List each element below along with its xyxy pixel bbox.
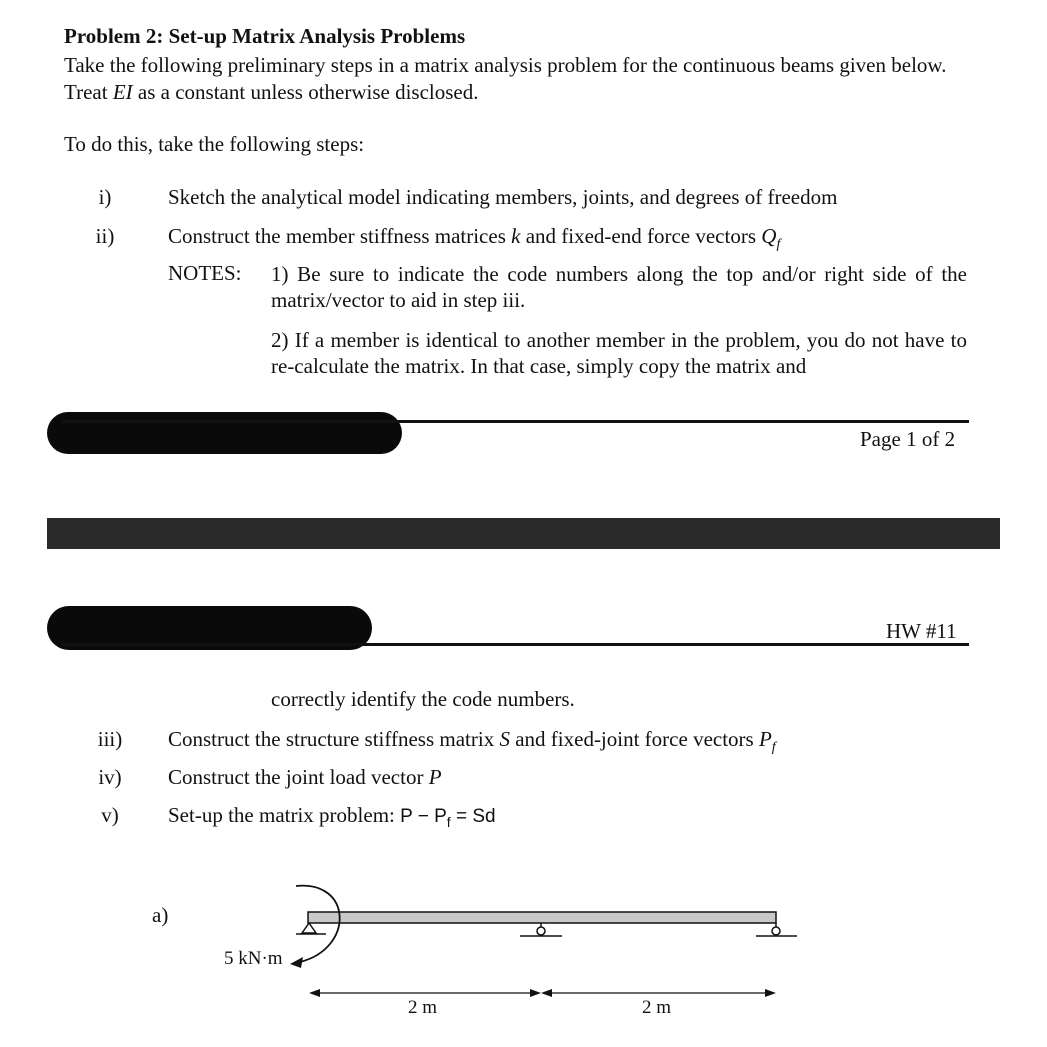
intro-ei: EI xyxy=(112,80,133,104)
step-4-text-a: Construct the joint load vector xyxy=(168,765,429,789)
note-2: 2) If a member is identical to another member in the problem, you do not have to re-calculate the matrix. In that case, simply copy the matrix and xyxy=(271,328,967,378)
step-3-text-b: and fixed-joint force vectors xyxy=(509,727,759,751)
step-3-text-a: Construct the structure stiffness matrix xyxy=(168,727,500,751)
moment-label: 5 kN·m xyxy=(224,948,283,969)
beam xyxy=(308,912,776,923)
roller-support-middle xyxy=(537,927,545,935)
notes-label: NOTES: xyxy=(168,261,242,285)
span-2-arrow-left xyxy=(541,989,552,997)
step-2-q-sub: f xyxy=(776,237,781,252)
step-2-number: ii) xyxy=(95,224,115,248)
moment-arrowhead xyxy=(290,957,303,968)
step-1-number: i) xyxy=(98,185,112,209)
span-2-label: 2 m xyxy=(642,997,672,1018)
roller-support-right xyxy=(772,927,780,935)
note-2-continued: correctly identify the code numbers. xyxy=(271,687,575,711)
step-2-text-a: Construct the member stiffness matrices xyxy=(168,224,512,248)
step-3-number: iii) xyxy=(97,727,123,751)
step-3-p: P xyxy=(758,727,772,751)
page-header: HW #11 xyxy=(886,619,957,643)
figure-label: a) xyxy=(152,903,169,927)
step-2-q: Q xyxy=(761,224,777,248)
note-1: 1) Be sure to indicate the code numbers along the top and/or right side of the matrix/vector to aid in step iii. xyxy=(271,262,967,312)
intro-text-a: Take the following preliminary steps in a matrix analysis problem for the continuous beams given below. Treat xyxy=(64,53,947,104)
step-3-p-sub: f xyxy=(771,740,776,755)
span-1-label: 2 m xyxy=(408,997,438,1018)
step-2-text-b: and fixed-end force vectors xyxy=(520,224,762,248)
problem-title: Problem 2: Set-up Matrix Analysis Problems xyxy=(64,24,466,48)
step-5-sub: f xyxy=(446,814,451,830)
step-5-eq-a: P − P xyxy=(400,806,447,827)
page-footer: Page 1 of 2 xyxy=(860,427,956,451)
span-1-arrow-right xyxy=(530,989,541,997)
pin-support xyxy=(302,923,316,933)
step-4-number: iv) xyxy=(98,765,122,789)
step-5-eq-b: = Sd xyxy=(450,806,496,827)
step-2-k: k xyxy=(511,224,521,248)
moment-arc xyxy=(296,886,340,962)
step-1-text: Sketch the analytical model indicating members, joints, and degrees of freedom xyxy=(168,185,838,209)
intro-text-b: as a constant unless otherwise disclosed. xyxy=(132,80,479,104)
span-2-arrow-right xyxy=(765,989,776,997)
step-5-prefix: Set-up the matrix problem: xyxy=(168,803,401,827)
step-5-number: v) xyxy=(101,803,119,827)
step-4-p: P xyxy=(428,765,442,789)
span-1-arrow-left xyxy=(309,989,320,997)
step-3-s: S xyxy=(499,727,510,751)
steps-lead: To do this, take the following steps: xyxy=(64,132,365,156)
